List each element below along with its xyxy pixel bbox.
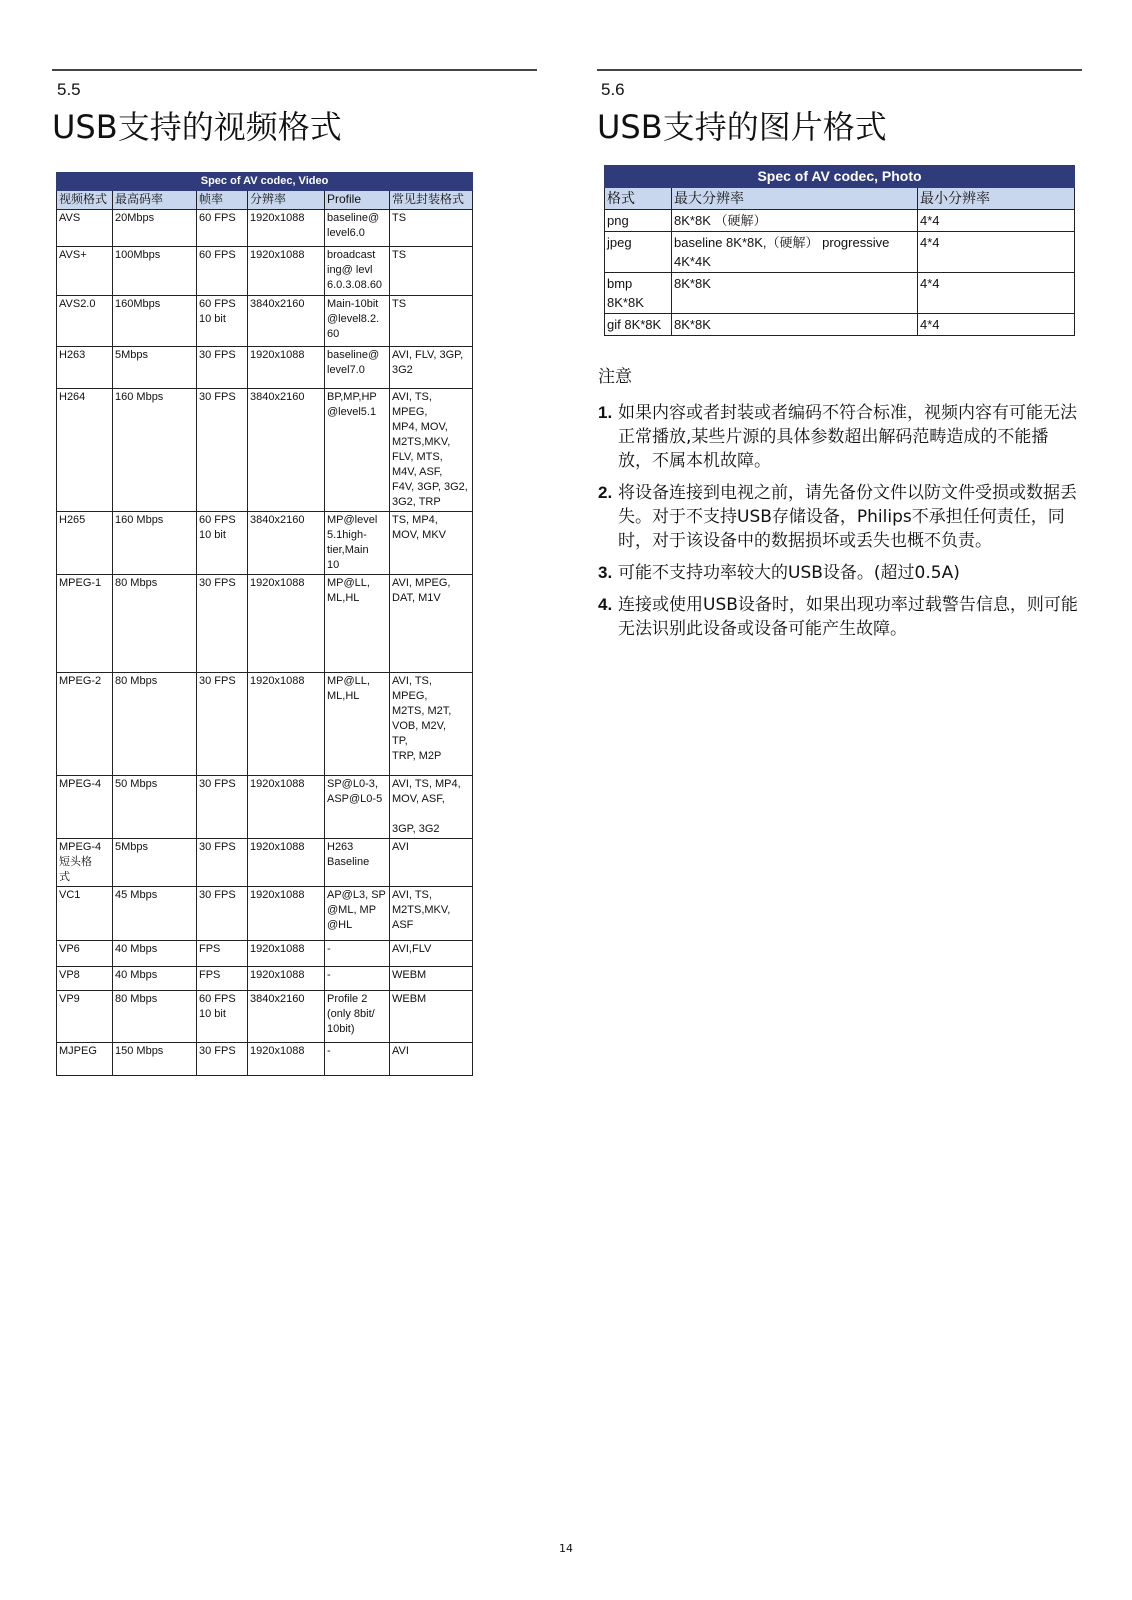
- video-table-header-cell: 帧率: [197, 191, 248, 210]
- video-table-cell: 30 FPS: [197, 887, 248, 941]
- video-table-cell: 50 Mbps: [113, 776, 197, 839]
- video-table-cell: AVI, TS, MPEG, MP4, MOV, M2TS,MKV, FLV, MTS, M4V, ASF, F4V, 3GP, 3G2, 3G2, TRP: [390, 389, 473, 512]
- video-table-row: [57, 389, 473, 512]
- video-table-row: [57, 347, 473, 389]
- video-table-cell: 1920x1088: [248, 967, 325, 991]
- video-table-cell: 60 FPS: [197, 210, 248, 247]
- photo-table-row: [605, 232, 1075, 273]
- video-table-row: [57, 1043, 473, 1076]
- video-table-cell: AVS2.0: [57, 296, 113, 347]
- video-table-header-cell: 常见封装格式: [390, 191, 473, 210]
- video-table-cell: AVS: [57, 210, 113, 247]
- video-table-cell: 60 FPS: [197, 247, 248, 296]
- photo-table-header-cell: 最大分辨率: [672, 188, 918, 210]
- video-table-cell: 1920x1088: [248, 347, 325, 389]
- video-table-cell: AVI, FLV, 3GP, 3G2: [390, 347, 473, 389]
- video-table-cell: 80 Mbps: [113, 673, 197, 776]
- video-table-cell: MJPEG: [57, 1043, 113, 1076]
- video-table-cell: AVI,FLV: [390, 941, 473, 967]
- video-table-banner-row: [57, 173, 473, 191]
- photo-table-header-cell: 最小分辨率: [918, 188, 1075, 210]
- photo-table-cell: 8K*8K （硬解）: [672, 210, 918, 232]
- video-table-cell: VP9: [57, 991, 113, 1043]
- photo-table-header-row: [605, 188, 1075, 210]
- video-table-cell: TS: [390, 247, 473, 296]
- note-number: 2.: [598, 483, 613, 502]
- video-table-cell: Main-10bit @level8.2. 60: [325, 296, 390, 347]
- notes-title: 注意: [598, 367, 632, 387]
- note-text: 连接或使用USB设备时，如果出现功率过载警告信息，则可能无法识别此设备或设备可能产生故障。: [618, 595, 1078, 639]
- photo-table-banner: Spec of AV codec, Photo: [605, 166, 1075, 188]
- video-table-cell: FPS: [197, 941, 248, 967]
- video-table-cell: 1920x1088: [248, 839, 325, 887]
- video-table-row: [57, 673, 473, 776]
- video-table-cell: 30 FPS: [197, 776, 248, 839]
- note-item: [598, 481, 1078, 553]
- video-table-cell: AVI: [390, 839, 473, 887]
- photo-table-cell: 4*4: [918, 273, 1075, 314]
- notes-section: [598, 365, 1078, 649]
- photo-table-cell: 4*4: [918, 210, 1075, 232]
- video-table-cell: WEBM: [390, 991, 473, 1043]
- video-table-cell: AP@L3, SP @ML, MP @HL: [325, 887, 390, 941]
- photo-table-cell: 8K*8K: [672, 314, 918, 336]
- video-table-cell: SP@L0-3, ASP@L0-5: [325, 776, 390, 839]
- video-table-cell: AVI, TS, MPEG, M2TS, M2T, VOB, M2V, TP, TRP, M2P: [390, 673, 473, 776]
- video-table-cell: 30 FPS: [197, 575, 248, 673]
- right-section-title: USB支持的图片格式: [597, 108, 887, 146]
- video-table-cell: FPS: [197, 967, 248, 991]
- video-table-row: [57, 575, 473, 673]
- note-item: [598, 593, 1078, 641]
- video-table-cell: VP8: [57, 967, 113, 991]
- video-table-cell: H264: [57, 389, 113, 512]
- video-table-header-cell: Profile: [325, 191, 390, 210]
- left-section-title: USB支持的视频格式: [52, 108, 342, 146]
- video-table-cell: 30 FPS: [197, 1043, 248, 1076]
- photo-codec-table: [604, 165, 1075, 336]
- video-table-row: [57, 776, 473, 839]
- photo-table-cell: 4*4: [918, 232, 1075, 273]
- video-table-cell: 60 FPS 10 bit: [197, 991, 248, 1043]
- video-table-cell: 45 Mbps: [113, 887, 197, 941]
- video-table-cell: 40 Mbps: [113, 941, 197, 967]
- photo-table-cell: bmp 8K*8K: [605, 273, 672, 314]
- video-table-cell: 1920x1088: [248, 776, 325, 839]
- video-table-cell: 80 Mbps: [113, 991, 197, 1043]
- video-table-cell: baseline@ level6.0: [325, 210, 390, 247]
- photo-table-cell: gif 8K*8K: [605, 314, 672, 336]
- left-section-number: 5.5: [57, 80, 81, 99]
- video-table-cell: WEBM: [390, 967, 473, 991]
- video-table-row: [57, 991, 473, 1043]
- video-table-cell: 1920x1088: [248, 673, 325, 776]
- video-table-cell: 1920x1088: [248, 1043, 325, 1076]
- video-table-cell: AVS+: [57, 247, 113, 296]
- photo-table-row: [605, 210, 1075, 232]
- video-table-cell: MP@LL, ML,HL: [325, 575, 390, 673]
- video-table-cell: MP@LL, ML,HL: [325, 673, 390, 776]
- video-table-cell: TS, MP4, MOV, MKV: [390, 512, 473, 575]
- video-table-row: [57, 296, 473, 347]
- video-table-row: [57, 887, 473, 941]
- video-table-cell: 3840x2160: [248, 296, 325, 347]
- video-table-row: [57, 247, 473, 296]
- video-table-cell: 40 Mbps: [113, 967, 197, 991]
- video-table-cell: 20Mbps: [113, 210, 197, 247]
- video-table-header-cell: 视频格式: [57, 191, 113, 210]
- note-text: 将设备连接到电视之前，请先备份文件以防文件受损或数据丢失。对于不支持USB存储设备，Philips不承担任何责任，同时，对于该设备中的数据损坏或丢失也概不负责。: [618, 483, 1077, 551]
- video-table-cell: 30 FPS: [197, 389, 248, 512]
- note-text: 如果内容或者封装或者编码不符合标准，视频内容有可能无法正常播放,某些片源的具体参数超出解码范畴造成的不能播放，不属本机故障。: [618, 403, 1077, 471]
- note-number: 3.: [598, 563, 613, 582]
- video-table-cell: 30 FPS: [197, 673, 248, 776]
- video-table-row: [57, 512, 473, 575]
- video-table-cell: BP,MP,HP @level5.1: [325, 389, 390, 512]
- video-table-cell: 1920x1088: [248, 247, 325, 296]
- video-table-cell: 60 FPS 10 bit: [197, 296, 248, 347]
- photo-table-cell: baseline 8K*8K,（硬解） progressive 4K*4K: [672, 232, 918, 273]
- video-table-cell: MPEG-2: [57, 673, 113, 776]
- video-table-cell: TS: [390, 210, 473, 247]
- right-section-number: 5.6: [601, 80, 625, 99]
- photo-table-cell: png: [605, 210, 672, 232]
- video-table-cell: 3840x2160: [248, 389, 325, 512]
- photo-table-cell: 8K*8K: [672, 273, 918, 314]
- video-table-row: [57, 941, 473, 967]
- video-table-cell: H263 Baseline: [325, 839, 390, 887]
- video-table-cell: 30 FPS: [197, 347, 248, 389]
- video-table-cell: -: [325, 941, 390, 967]
- video-table-cell: 160Mbps: [113, 296, 197, 347]
- video-table-cell: 80 Mbps: [113, 575, 197, 673]
- video-table-cell: 3840x2160: [248, 512, 325, 575]
- note-text: 可能不支持功率较大的USB设备。(超过0.5A): [618, 563, 960, 583]
- video-table-row: [57, 210, 473, 247]
- video-table-header-row: [57, 191, 473, 210]
- video-table-cell: MP@level 5.1high- tier,Main 10: [325, 512, 390, 575]
- video-table-cell: H263: [57, 347, 113, 389]
- video-table-cell: TS: [390, 296, 473, 347]
- note-number: 1.: [598, 403, 613, 422]
- video-table-cell: 30 FPS: [197, 839, 248, 887]
- video-table-banner: Spec of AV codec, Video: [57, 173, 473, 191]
- video-table-cell: broadcast ing@ levl 6.0.3.08.60: [325, 247, 390, 296]
- video-table-cell: 1920x1088: [248, 941, 325, 967]
- video-table-cell: H265: [57, 512, 113, 575]
- video-table-cell: 60 FPS 10 bit: [197, 512, 248, 575]
- video-table-cell: AVI: [390, 1043, 473, 1076]
- video-table-header-cell: 分辨率: [248, 191, 325, 210]
- video-table-cell: Profile 2 (only 8bit/ 10bit): [325, 991, 390, 1043]
- left-section-rule: [52, 69, 537, 71]
- video-table-header-cell: 最高码率: [113, 191, 197, 210]
- video-table-cell: MPEG-1: [57, 575, 113, 673]
- video-table-cell: MPEG-4 短头格 式: [57, 839, 113, 887]
- video-table-row: [57, 967, 473, 991]
- video-table-cell: VC1: [57, 887, 113, 941]
- video-table-cell: MPEG-4: [57, 776, 113, 839]
- photo-table-row: [605, 273, 1075, 314]
- video-table-cell: -: [325, 1043, 390, 1076]
- video-table-cell: -: [325, 967, 390, 991]
- video-table-cell: 3840x2160: [248, 991, 325, 1043]
- video-table-cell: AVI, TS, MP4, MOV, ASF, 3GP, 3G2: [390, 776, 473, 839]
- video-codec-table: [56, 172, 473, 1076]
- photo-table-header-cell: 格式: [605, 188, 672, 210]
- video-table-cell: 5Mbps: [113, 347, 197, 389]
- video-table-cell: AVI, MPEG, DAT, M1V: [390, 575, 473, 673]
- video-table-cell: VP6: [57, 941, 113, 967]
- notes-list: [598, 401, 1078, 641]
- video-table-cell: 1920x1088: [248, 210, 325, 247]
- photo-table-cell: 4*4: [918, 314, 1075, 336]
- video-table-cell: 160 Mbps: [113, 389, 197, 512]
- note-number: 4.: [598, 595, 613, 614]
- video-table-cell: AVI, TS, M2TS,MKV, ASF: [390, 887, 473, 941]
- page-number: 14: [559, 1542, 573, 1555]
- note-item: [598, 401, 1078, 473]
- video-table-cell: 5Mbps: [113, 839, 197, 887]
- video-table-cell: baseline@ level7.0: [325, 347, 390, 389]
- video-table-cell: 100Mbps: [113, 247, 197, 296]
- video-table-cell: 160 Mbps: [113, 512, 197, 575]
- video-table-row: [57, 839, 473, 887]
- photo-table-cell: jpeg: [605, 232, 672, 273]
- video-table-cell: 1920x1088: [248, 887, 325, 941]
- photo-table-row: [605, 314, 1075, 336]
- right-section-rule: [597, 69, 1082, 71]
- photo-table-banner-row: [605, 166, 1075, 188]
- video-table-cell: 150 Mbps: [113, 1043, 197, 1076]
- video-table-cell: 1920x1088: [248, 575, 325, 673]
- note-item: [598, 561, 1078, 585]
